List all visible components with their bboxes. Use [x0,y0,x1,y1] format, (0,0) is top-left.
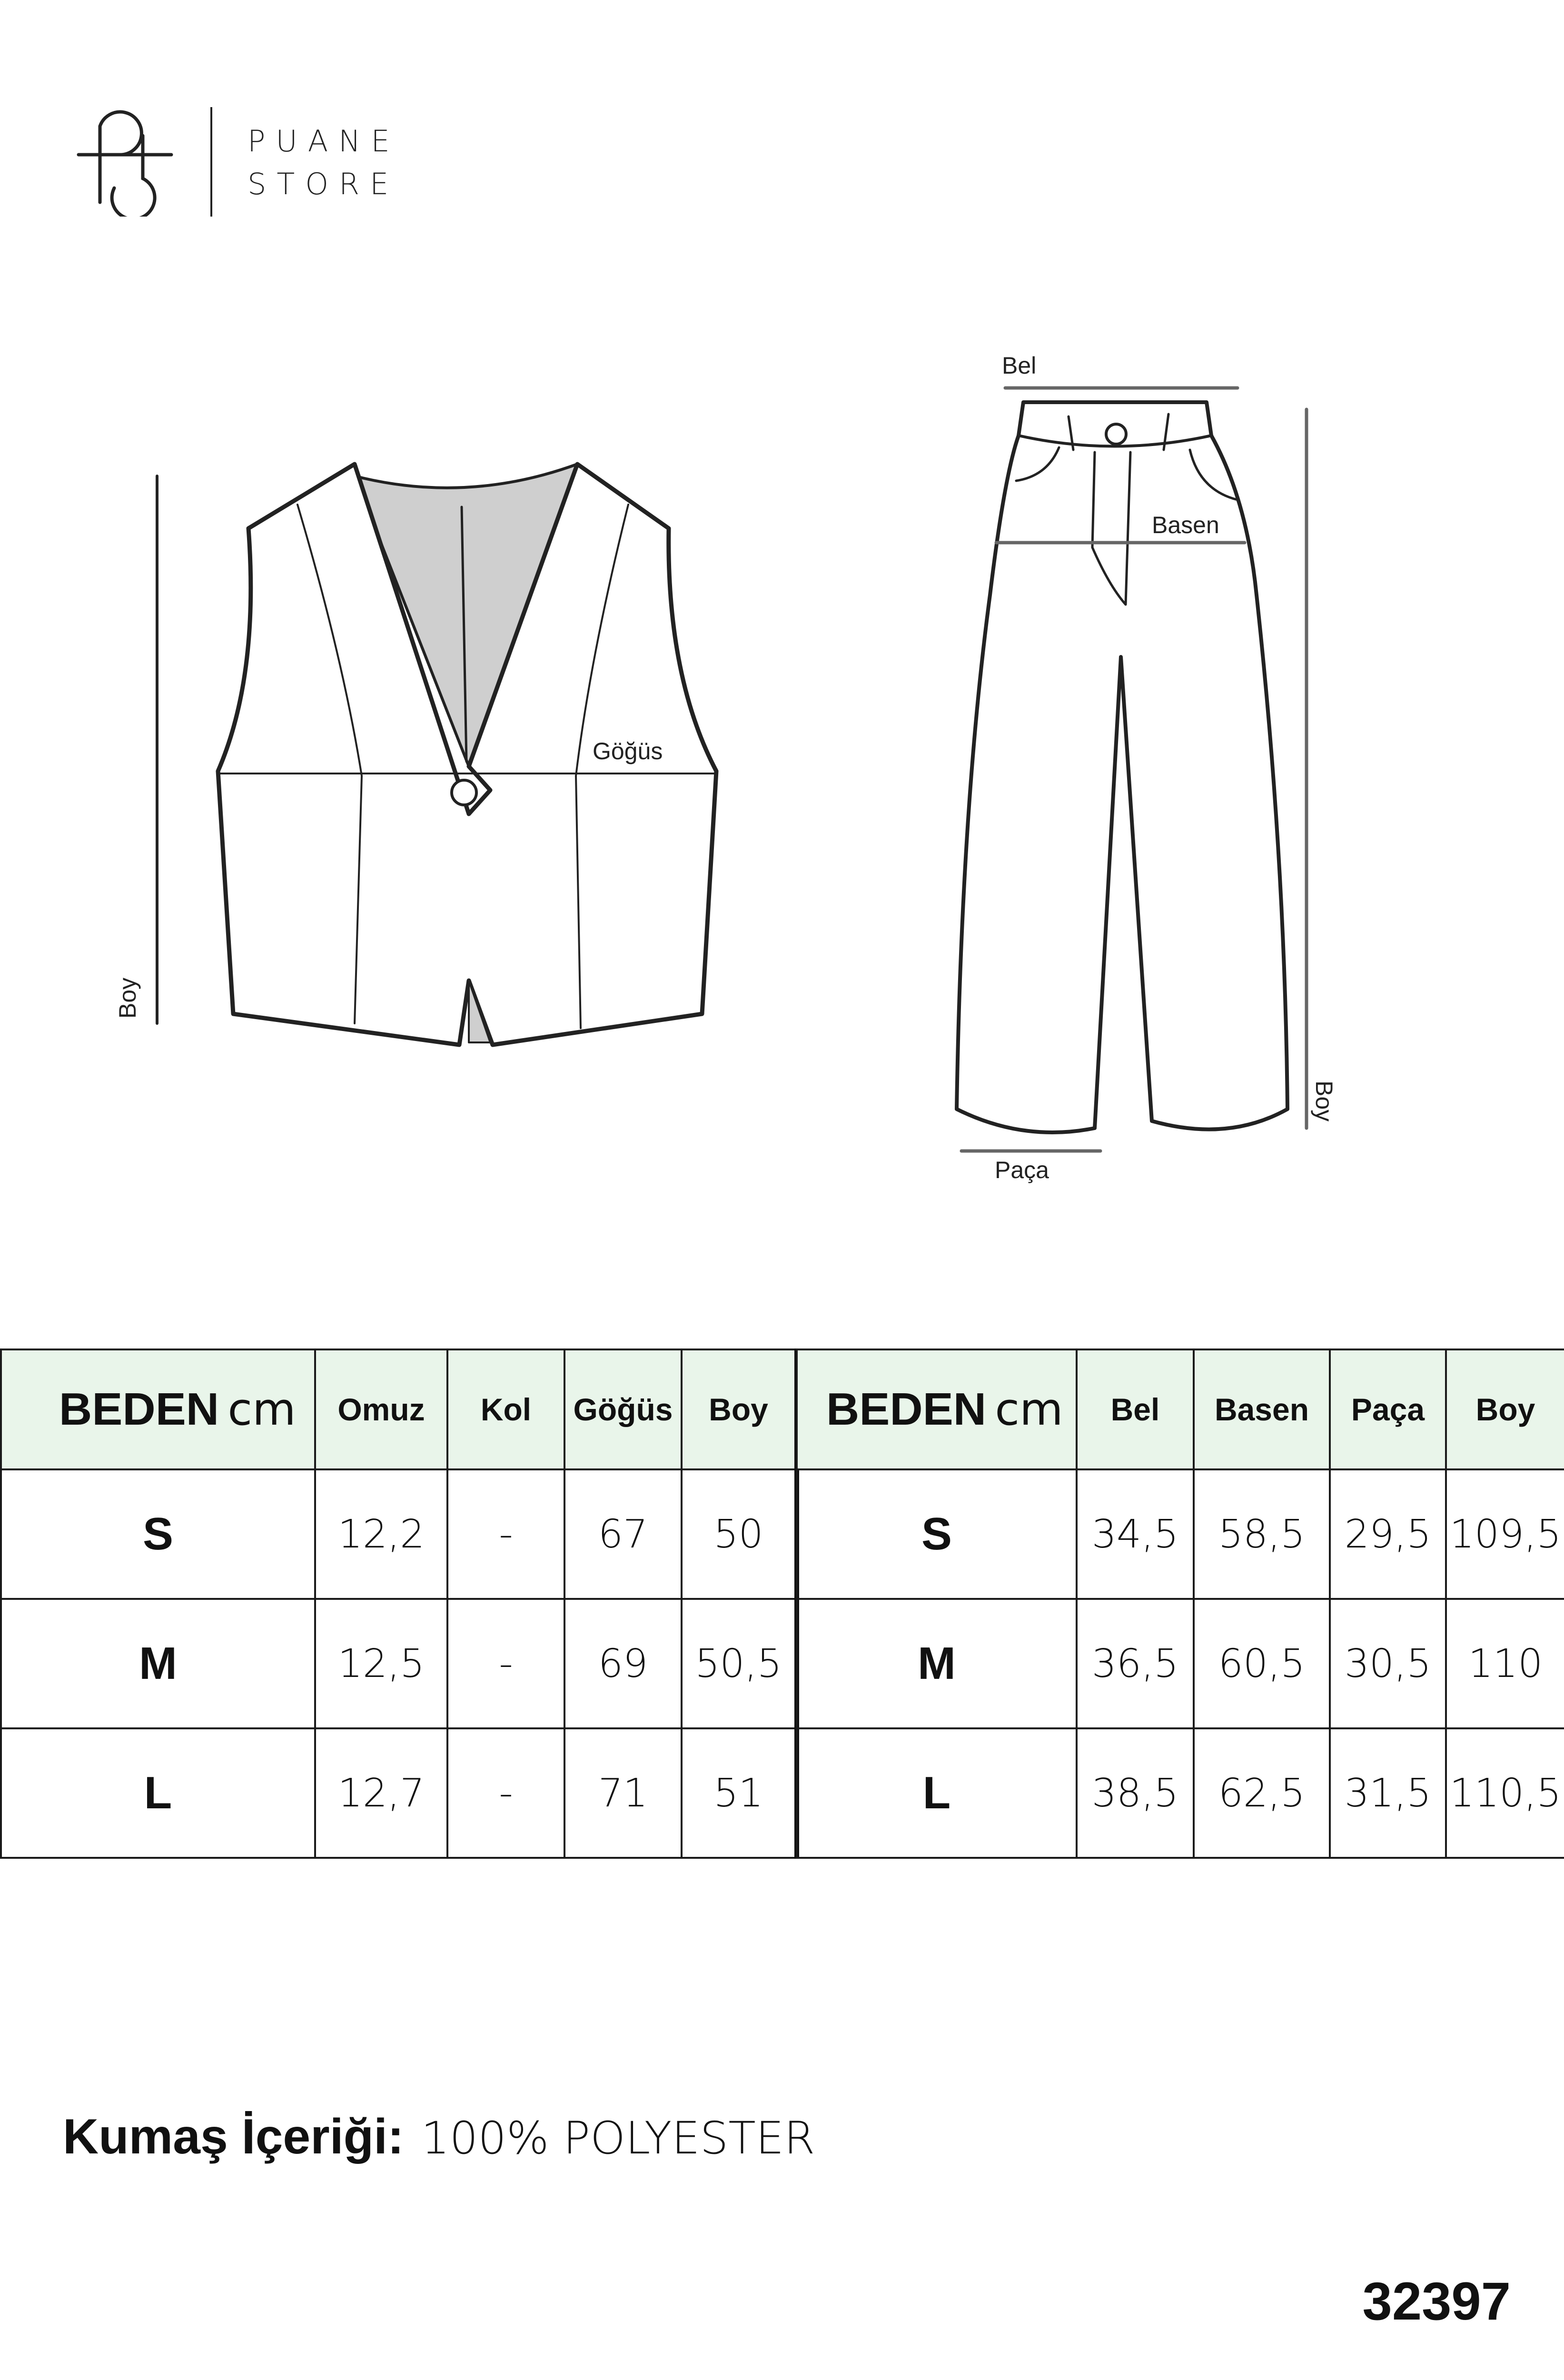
pants-button [1106,424,1126,444]
size-cell: M [1,1599,315,1728]
size-header-label: BEDEN [826,1384,987,1435]
table-cell: 36,5 [1077,1599,1194,1728]
table-cell: - [447,1599,564,1728]
table-header-row [797,1349,1564,1469]
table-cell: 12,7 [315,1728,447,1858]
table-cell: 51 [682,1728,797,1858]
size-cell: L [797,1728,1077,1858]
column-header: Kol [447,1349,564,1469]
size-cell: S [1,1469,315,1599]
product-code: 32397 [1362,2271,1511,2331]
table-row [1,1469,797,1599]
table-cell: 110,5 [1446,1728,1564,1858]
table-cell: 50,5 [682,1599,797,1728]
pants-hem-label: Paça [995,1157,1049,1183]
table-header-row [1,1349,797,1469]
table-cell: 62,5 [1194,1728,1330,1858]
table-cell: - [447,1728,564,1858]
size-cell: S [797,1469,1077,1599]
table-cell: 109,5 [1446,1469,1564,1599]
size-cell: M [797,1599,1077,1728]
pants-length-label: Boy [1311,1081,1337,1122]
column-header: Boy [1446,1349,1564,1469]
brand-name-line1: PUANE [247,124,400,159]
pants-size-table [796,1349,1564,1859]
table-row [1,1599,797,1728]
unit-label: cm [228,1384,296,1436]
table-row [1,1728,797,1858]
table-cell: 58,5 [1194,1469,1330,1599]
table-cell: 110 [1446,1599,1564,1728]
table-cell: 30,5 [1330,1599,1446,1728]
table-cell: - [447,1469,564,1599]
fabric-content [63,2109,815,2165]
column-header: Omuz [315,1349,447,1469]
table-row [797,1599,1564,1728]
size-header [1,1349,315,1469]
fabric-value: 100% POLYESTER [421,2112,815,2164]
table-cell: 12,2 [315,1469,447,1599]
column-header: Bel [1077,1349,1194,1469]
pants-hip-label: Basen [1152,512,1219,538]
table-row [797,1728,1564,1858]
size-cell: L [1,1728,315,1858]
table-cell: 29,5 [1330,1469,1446,1599]
table-row [797,1469,1564,1599]
table-cell: 60,5 [1194,1599,1330,1728]
table-cell: 31,5 [1330,1728,1446,1858]
fabric-label: Kumaş İçeriği: [63,2109,404,2164]
size-header-label: BEDEN [59,1384,219,1435]
table-cell: 34,5 [1077,1469,1194,1599]
vest-chest-label: Göğüs [593,738,663,764]
column-header: Basen [1194,1349,1330,1469]
table-cell: 50 [682,1469,797,1599]
table-cell: 67 [564,1469,682,1599]
vest-size-table [0,1349,799,1859]
table-cell: 71 [564,1728,682,1858]
pants-outline [957,402,1287,1132]
column-header: Göğüs [564,1349,682,1469]
table-cell: 38,5 [1077,1728,1194,1858]
column-header: Boy [682,1349,797,1469]
vest-length-label: Boy [114,977,141,1019]
column-header: Paça [1330,1349,1446,1469]
size-header [797,1349,1077,1469]
brand-name-line2: STORE [247,167,399,201]
pants-waist-label: Bel [1002,352,1037,379]
table-cell: 12,5 [315,1599,447,1728]
unit-label: cm [995,1384,1063,1436]
table-cell: 69 [564,1599,682,1728]
